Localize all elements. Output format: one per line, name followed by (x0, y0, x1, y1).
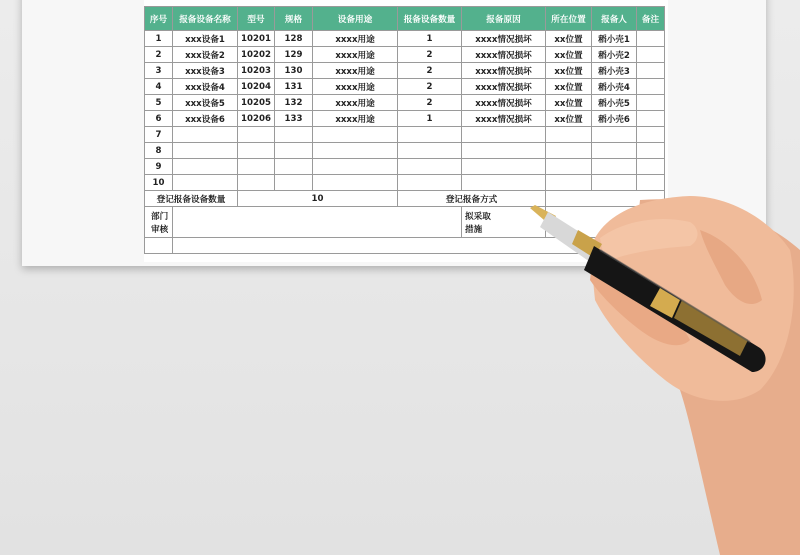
table-cell[interactable]: 4 (145, 79, 173, 95)
table-cell[interactable]: 稻小壳5 (592, 95, 637, 111)
table-cell[interactable]: 131 (275, 79, 313, 95)
header-cell[interactable]: 序号 (145, 7, 173, 31)
table-cell[interactable] (173, 175, 238, 191)
header-cell[interactable]: 设备用途 (313, 7, 398, 31)
method-value[interactable] (546, 191, 665, 207)
total-value[interactable]: 10 (238, 191, 398, 207)
table-cell[interactable] (238, 143, 275, 159)
table-cell[interactable]: xxx设备3 (173, 63, 238, 79)
table-cell[interactable] (173, 127, 238, 143)
blank-row (145, 238, 665, 254)
table-row (145, 159, 665, 175)
table-cell[interactable] (462, 175, 546, 191)
summary-row (145, 191, 665, 207)
table-cell[interactable]: 稻小壳1 (592, 31, 637, 47)
table-cell[interactable] (546, 127, 592, 143)
table-cell[interactable] (398, 127, 462, 143)
table-cell[interactable]: xxxx用途 (313, 63, 398, 79)
header-cell[interactable]: 备注 (637, 7, 665, 31)
table-cell[interactable]: 稻小壳4 (592, 79, 637, 95)
table-cell[interactable]: xx位置 (546, 111, 592, 127)
table-cell[interactable] (462, 143, 546, 159)
table-cell[interactable]: xx位置 (546, 63, 592, 79)
table-cell[interactable] (275, 159, 313, 175)
table-cell[interactable]: 5 (145, 95, 173, 111)
table-cell[interactable]: xxxx情况损坏 (462, 31, 546, 47)
table-cell[interactable] (637, 159, 665, 175)
table-cell[interactable] (398, 159, 462, 175)
blank-cell[interactable] (145, 238, 173, 254)
table-cell[interactable]: 2 (398, 79, 462, 95)
review-row (145, 207, 665, 238)
table-cell[interactable]: 10203 (238, 63, 275, 79)
table-cell[interactable]: xxxx情况损坏 (462, 79, 546, 95)
table-cell[interactable]: xx位置 (546, 95, 592, 111)
table-cell[interactable]: 2 (145, 47, 173, 63)
total-label[interactable]: 登记报备设备数量 (145, 191, 238, 207)
header-cell[interactable]: 型号 (238, 7, 275, 31)
table-cell[interactable] (313, 143, 398, 159)
table-cell[interactable] (462, 127, 546, 143)
table-cell[interactable] (592, 159, 637, 175)
table-cell[interactable]: xxx设备2 (173, 47, 238, 63)
table-cell[interactable]: 1 (398, 31, 462, 47)
header-row (145, 7, 665, 31)
table-cell[interactable]: 2 (398, 95, 462, 111)
table-cell[interactable]: 132 (275, 95, 313, 111)
table-cell[interactable] (173, 143, 238, 159)
table-cell[interactable]: xxx设备1 (173, 31, 238, 47)
table-cell[interactable]: 3 (145, 63, 173, 79)
table-row (145, 63, 665, 79)
table-cell[interactable] (313, 127, 398, 143)
pen-decor (674, 300, 748, 356)
table-cell[interactable]: 10205 (238, 95, 275, 111)
table-cell[interactable] (637, 95, 665, 111)
table-cell[interactable]: 10201 (238, 31, 275, 47)
table-cell[interactable] (637, 175, 665, 191)
table-cell[interactable]: xxx设备5 (173, 95, 238, 111)
table-row (145, 175, 665, 191)
table-cell[interactable]: 10202 (238, 47, 275, 63)
table-cell[interactable]: 2 (398, 47, 462, 63)
dept-label-line1: 部门 (151, 212, 169, 222)
dept-review-field[interactable] (173, 207, 462, 238)
table-cell[interactable] (398, 143, 462, 159)
header-cell[interactable]: 所在位置 (546, 7, 592, 31)
table-cell[interactable] (592, 143, 637, 159)
table-cell[interactable] (546, 159, 592, 175)
table-cell[interactable]: xxxx用途 (313, 111, 398, 127)
table-row (145, 79, 665, 95)
header-cell[interactable]: 规格 (275, 7, 313, 31)
table-cell[interactable]: 128 (275, 31, 313, 47)
table-cell[interactable] (637, 31, 665, 47)
table-cell[interactable] (275, 175, 313, 191)
finger-thumb (590, 262, 690, 345)
table-cell[interactable]: xxxx情况损坏 (462, 95, 546, 111)
table-cell[interactable]: xx位置 (546, 79, 592, 95)
table-cell[interactable] (173, 159, 238, 175)
table-cell[interactable] (398, 175, 462, 191)
header-cell[interactable]: 报备设备名称 (173, 7, 238, 31)
table-cell[interactable] (637, 79, 665, 95)
table-row (145, 95, 665, 111)
plan-measures-field[interactable] (546, 207, 665, 238)
table-cell[interactable]: 稻小壳6 (592, 111, 637, 127)
table-cell[interactable] (546, 143, 592, 159)
table-cell[interactable] (313, 159, 398, 175)
table-row (145, 143, 665, 159)
table-cell[interactable] (637, 111, 665, 127)
header-cell[interactable]: 报备原因 (462, 7, 546, 31)
table-row (145, 47, 665, 63)
table-cell[interactable] (637, 143, 665, 159)
plan-label-line2: 措施 (465, 225, 483, 235)
table-cell[interactable] (462, 159, 546, 175)
table-cell[interactable] (637, 63, 665, 79)
table-cell[interactable]: xxxx情况损坏 (462, 111, 546, 127)
table-body (145, 31, 665, 191)
table-cell[interactable]: 129 (275, 47, 313, 63)
table-cell[interactable]: xxxx情况损坏 (462, 47, 546, 63)
table-cell[interactable]: xxxx情况损坏 (462, 63, 546, 79)
header-cell[interactable]: 报备人 (592, 7, 637, 31)
table-cell[interactable]: xxx设备4 (173, 79, 238, 95)
pen-cap-band (650, 288, 680, 318)
table-cell[interactable] (592, 175, 637, 191)
table-cell[interactable]: xx位置 (546, 31, 592, 47)
table-cell[interactable] (238, 127, 275, 143)
table-cell[interactable]: 稻小壳3 (592, 63, 637, 79)
table-cell[interactable]: 8 (145, 143, 173, 159)
table-cell[interactable]: 稻小壳2 (592, 47, 637, 63)
table-cell[interactable] (592, 127, 637, 143)
dept-label-line2: 审核 (151, 225, 169, 235)
table-cell[interactable] (546, 175, 592, 191)
table-cell[interactable]: 10206 (238, 111, 275, 127)
table-cell[interactable]: 1 (145, 31, 173, 47)
table-cell[interactable] (313, 175, 398, 191)
table-cell[interactable]: 130 (275, 63, 313, 79)
table-cell[interactable] (238, 175, 275, 191)
table-cell[interactable]: xxxx用途 (313, 47, 398, 63)
blank-cell[interactable] (173, 238, 665, 254)
table-cell[interactable]: xxx设备6 (173, 111, 238, 127)
table-cell[interactable]: 1 (398, 111, 462, 127)
table-cell[interactable]: 2 (398, 63, 462, 79)
table-cell[interactable] (275, 143, 313, 159)
dept-review-label[interactable] (145, 207, 173, 238)
table-cell[interactable] (275, 127, 313, 143)
table-cell[interactable] (238, 159, 275, 175)
table-cell[interactable] (637, 127, 665, 143)
table-cell[interactable]: xxxx用途 (313, 79, 398, 95)
table-cell[interactable]: 133 (275, 111, 313, 127)
plan-measures-label[interactable] (462, 207, 546, 238)
table-row (145, 111, 665, 127)
table-cell[interactable]: xxxx用途 (313, 95, 398, 111)
table-cell[interactable]: 7 (145, 127, 173, 143)
table-cell[interactable] (637, 47, 665, 63)
header-cell[interactable]: 报备设备数量 (398, 7, 462, 31)
table-cell[interactable]: xxxx用途 (313, 31, 398, 47)
table-cell[interactable]: 10204 (238, 79, 275, 95)
plan-label-line1: 拟采取 (465, 212, 491, 222)
table-cell[interactable]: xx位置 (546, 47, 592, 63)
table-row (145, 127, 665, 143)
table-row (145, 31, 665, 47)
table-cell[interactable]: 10 (145, 175, 173, 191)
method-label[interactable]: 登记报备方式 (398, 191, 546, 207)
equipment-report-table (144, 6, 665, 254)
table-cell[interactable]: 9 (145, 159, 173, 175)
table-cell[interactable]: 6 (145, 111, 173, 127)
